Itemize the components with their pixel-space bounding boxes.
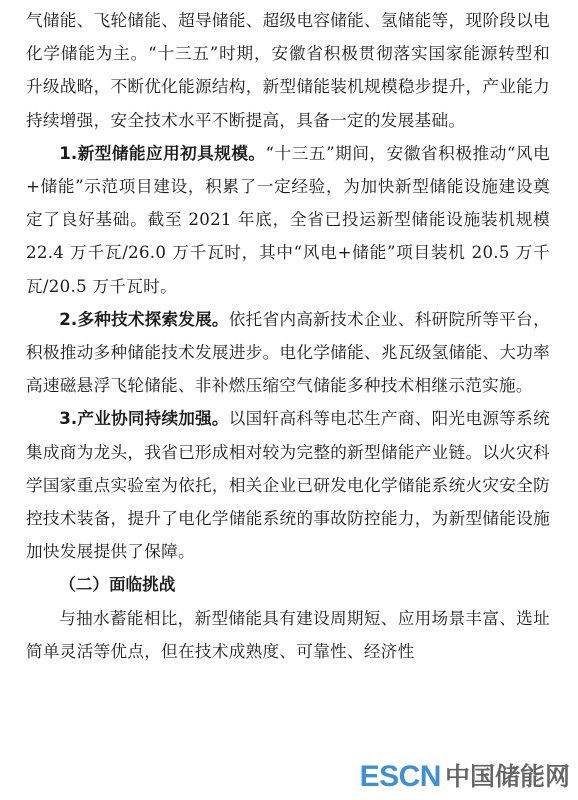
- paragraph-scale: [26, 137, 550, 303]
- paragraph-challenges: 与抽水蓄能相比，新型储能具有建设周期短、应用场景丰富、选址简单灵活等优点，但在技术成熟度、可靠性、经济性: [26, 608, 550, 661]
- watermark-logo: [360, 760, 570, 794]
- watermark-en: ESCN: [359, 760, 441, 793]
- section-heading-challenges: （二）面临挑战: [59, 575, 176, 595]
- paragraph-technology: [26, 303, 550, 403]
- item-heading-technology: 2.多种技术探索发展。: [59, 309, 229, 329]
- item-text-industry: 以国轩高科等电芯生产商、阳光电源等系统集成商为龙头，我省已形成相对较为完整的新型储能产业链。以火灾科学国家重点实验室为依托，相关企业已研发电化学储能系统火灾安全防控技术装备，提升了电化学储能系统的事故防控能力，为新型储能设施加快发展提供了保障。: [26, 409, 550, 562]
- watermark-cn: 中国储能网: [444, 762, 570, 791]
- item-text-scale: “十三五”期间，安徽省积极推动“风电+储能”示范项目建设，积累了一定经验，为加快新型储能设施建设奠定了良好基础。截至 2021 年底，全省已投运新型储能设施装机规模 22.4 万千瓦/26.0 万千瓦时，其中“风电+储能”项目装机 20.5 万千瓦/20.5 万千瓦时。: [26, 143, 550, 296]
- paragraph-industry: [26, 402, 550, 568]
- paragraph-intro: 气储能、飞轮储能、超导储能、超级电容储能、氢储能等，现阶段以电化学储能为主。“十三五”时期，安徽省积极贯彻落实国家能源转型和升级战略，不断优化能源结构，新型储能装机规模稳步提升，产业能力持续增强，安全技术水平不断提高，具备一定的发展基础。: [26, 11, 550, 130]
- item-heading-industry: 3.产业协同持续加强。: [59, 409, 229, 429]
- item-heading-scale: 1.新型储能应用初具规模。: [59, 143, 266, 163]
- item-text-technology: 依托省内高新技术企业、科研院所等平台，积极推动多种储能技术发展进步。电化学储能、兆瓦级氢储能、大功率高速磁悬浮飞轮储能、非补燃压缩空气储能多种技术相继示范实施。: [26, 309, 550, 396]
